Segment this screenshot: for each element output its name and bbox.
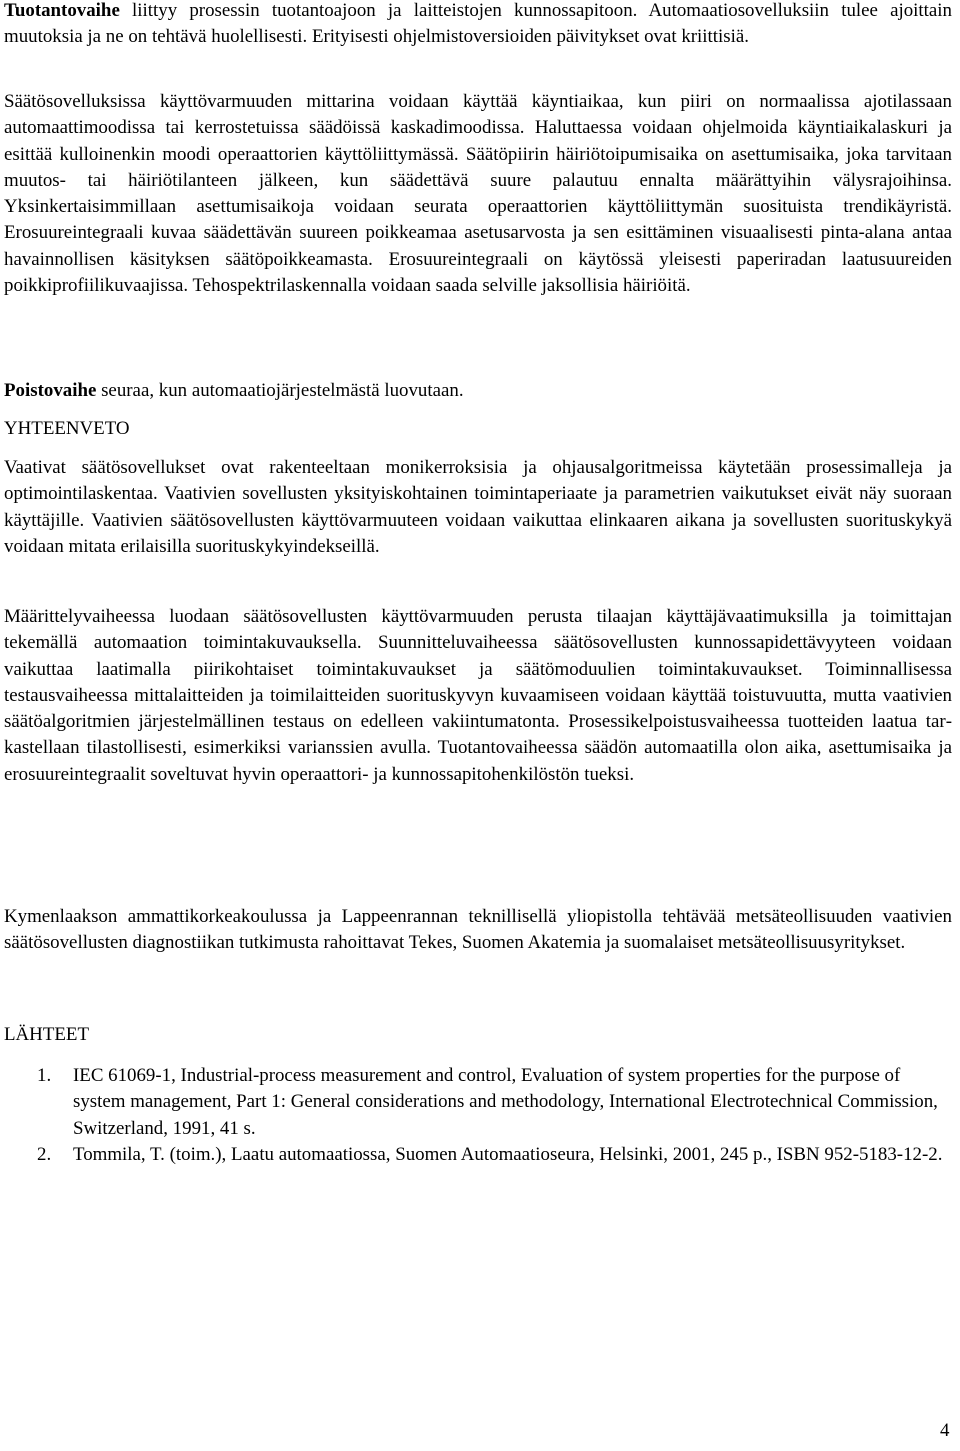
paragraph-acknowledgement: Kymenlaakson ammattikorkeakoulussa ja Lappeenrannan teknillisellä yliopistolla tehtävää metsäteollisuuden vaativien säätösovellusten diagnostiikan tutkimusta rahoittavat Tekes, Suomen Akatemia ja suomalaiset metsäteollisuusyritykset.: [4, 906, 952, 954]
reference-number: 1.: [37, 1065, 52, 1086]
bold-term-poistovaihe: Poistovaihe: [4, 380, 97, 401]
bold-term-tuotantovaihe: Tuotantovaihe: [4, 0, 120, 21]
reference-item: [4, 1142, 952, 1168]
heading-yhteenveto: YHTEENVETO: [4, 418, 130, 439]
paragraph-summary-2: Määrittelyvaiheessa luodaan säätösovellusten käyttövarmuuden perusta tilaajan käyttäjävaatimuksilla ja toimittajan tekemällä automaation toimintakuvauksella. Suunnitteluvaiheessa säätösovellusten kunnossapidettävyyteen voidaan vaikuttaa laatimalla piirikohtaiset toimintakuvaukset ja säätömoduulien toimintakuvaukset. Toiminnallisessa testausvaiheessa mittalaitteiden ja toimilaitteiden suorituskyvyn kuvaamiseen voidaan käyttää toistuvuutta, mutta vaativien säätöalgoritmien järjestelmällinen testaus on edelleen vakiintumatonta. Prosessikelpoistusvaiheessa tuotteiden laatua tarkastellaan tilastollisesti, esimerkiksi varianssien avulla. Tuotantovaiheessa säädön automaatilla olon aika, asettumisaika ja erosuureintegraalit soveltuvat hyvin operaattori- ja kunnossapitohenkilöstön tueksi.: [4, 606, 952, 785]
paragraph-summary-1: Vaativat säätösovellukset ovat rakenteeltaan monikerroksisia ja ohjausalgoritmeissa käytetään prosessimalleja ja optimointilaskentaa. Vaativien sovellusten yksityiskohtainen toimintaperiaate ja parametrien vaikutukset eivät näy suoraan käyttäjille. Vaativien säätösovellusten käyttövarmuuteen voidaan vaikuttaa elinkaaren aikana ja sovellusten suorituskykyä voidaan mitata erilaisilla suorituskykyindekseillä.: [4, 457, 952, 557]
reference-text: Tommila, T. (toim.), Laatu automaatiossa, Suomen Automaatioseura, Helsinki, 2001, 245 p., ISBN 952-5183-12-2.: [73, 1143, 943, 1165]
paragraph-text: seuraa, kun automaatiojärjestelmästä luovutaan.: [96, 380, 464, 401]
paragraph-poistovaihe: [4, 378, 952, 404]
paragraph-saatosovellukset-kayttovarmuus: Säätösovelluksissa käyttövarmuuden mittarina voidaan käyttää käyntiaikaa, kun piiri on normaalissa ajotilassaan automaattimoodissa tai kerrostetuissa säädöissä kaskadimoodissa. Haluttaessa voidaan ohjelmoida käyntiaikalaskuri ja esittää kulloinenkin moodi operaattorien käyttöliittymässä. Säätöpiirin häiriötoipumisaika on asettumisaika, joka tarvitaan muutos- tai häiriötilanteen jälkeen, kun säädettävä suure palautuu ennalta määrättyihin välysrajoihinsa. Yksinkertaisimmillaan asettumisaikoja voidaan seurata operaattorien käyttöliittymän suosituista trendikäyristä. Erosuureintegraali kuvaa säädettävän suureen poikkeamaa asetusarvosta ja sen esittäminen visuaalisesti pinta-alana antaa havainnollisen käsityksen säätöpoikkeamasta. Erosuureintegraali on käytössä yleisesti paperiradan laatusuureiden poikkiprofiilikuvaajissa. Tehospektrilaskennalla voidaan saada selville jaksollisia häiriöitä.: [4, 91, 952, 297]
reference-list: [4, 1063, 952, 1168]
reference-item: [4, 1063, 952, 1142]
page-number: 4: [940, 1420, 950, 1441]
heading-lahteet: LÄHTEET: [4, 1024, 89, 1045]
reference-number: 2.: [37, 1143, 52, 1165]
paragraph-tuotantovaihe: [4, 0, 952, 51]
reference-text: IEC 61069-1, Industrial-process measurement and control, Evaluation of system properties for the purpose of system management, Part 1: General considerations and methodology, International Electrotechnical Commission, Switzerland, 1991, 41 s.: [73, 1065, 938, 1139]
paragraph-text: liittyy prosessin tuotantoajoon ja laitteistojen kunnossapitoon. Automaatiosovelluksiin tulee ajoittain muutoksia ja ne on tehtävä huolellisesti. Erityisesti ohjelmistoversioiden päivitykset ovat kriittisiä.: [4, 0, 952, 48]
